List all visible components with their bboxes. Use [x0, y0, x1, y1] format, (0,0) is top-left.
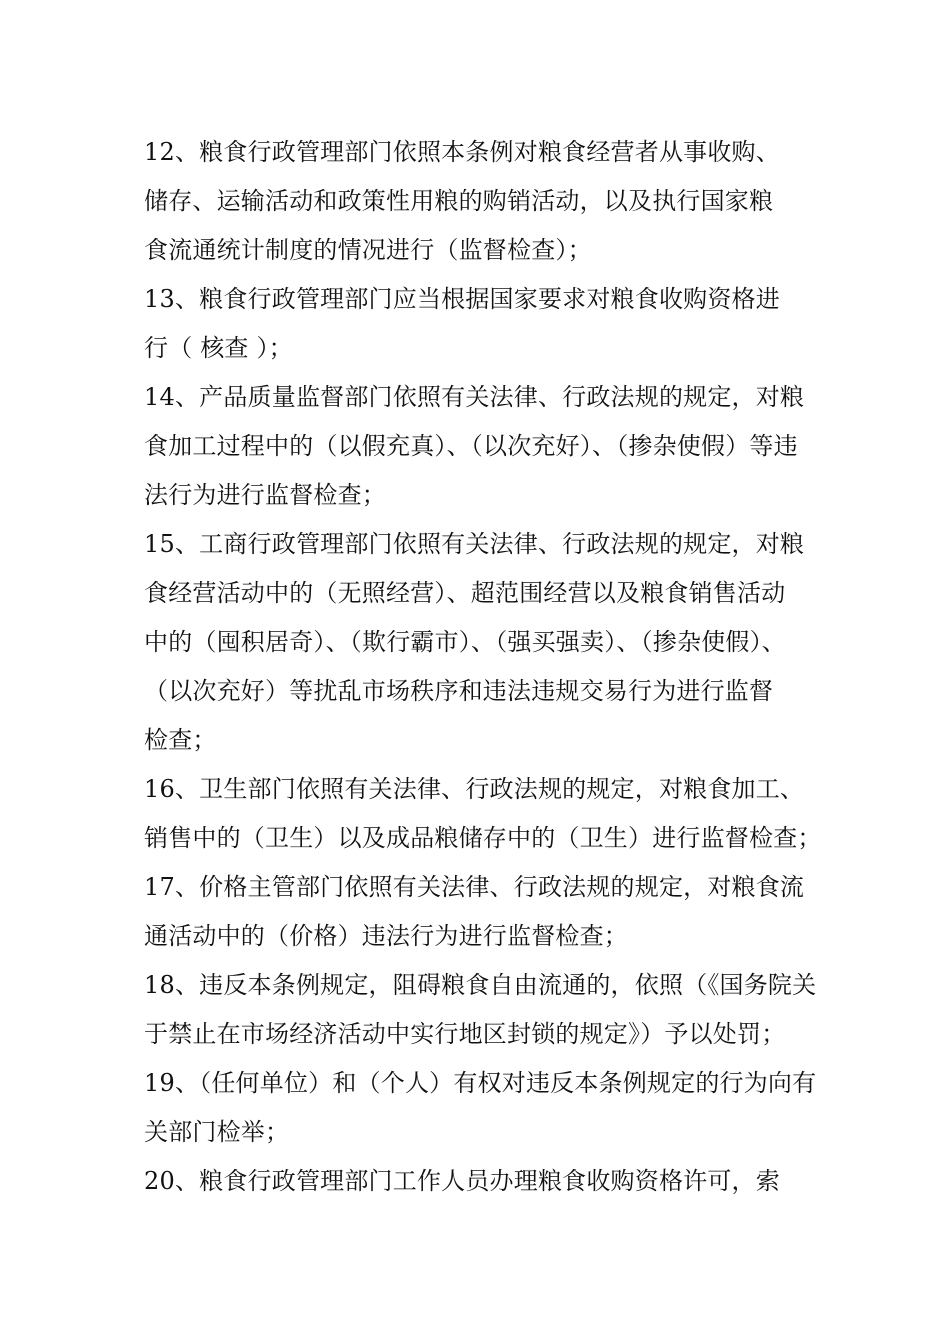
text-line: 16、卫生部门依照有关法律、行政法规的规定，对粮食加工、 [144, 775, 805, 803]
text-line: 储存、运输活动和政策性用粮的购销活动，以及执行国家粮 [144, 187, 774, 215]
text-line: 中的（囤积居奇）、（欺行霸市）、（强买强卖）、（掺杂使假）、 [144, 628, 786, 656]
text-line: 销售中的（卫生）以及成品粮储存中的（卫生）进行监督检查； [144, 824, 822, 852]
text-line: 于禁止在市场经济活动中实行地区封锁的规定》）予以处罚； [144, 1020, 786, 1048]
text-line: 关部门检举； [144, 1118, 290, 1146]
text-line: 检查； [144, 726, 217, 754]
text-line: 食经营活动中的（无照经营）、超范围经营以及粮食销售活动 [144, 579, 786, 607]
text-line: 行（ 核查 ）； [144, 334, 293, 362]
text-line: 17、价格主管部门依照有关法律、行政法规的规定，对粮食流 [144, 873, 805, 901]
text-line: 法行为进行监督检查； [144, 481, 386, 509]
text-line: 食流通统计制度的情况进行（监督检查）； [144, 236, 592, 264]
text-line: 18、违反本条例规定，阻碍粮食自由流通的，依照（《国务院关 [144, 971, 817, 999]
text-line: 食加工过程中的（以假充真）、（以次充好）、（掺杂使假）等违 [144, 432, 798, 460]
text-line: 通活动中的（价格）违法行为进行监督检查； [144, 922, 628, 950]
text-line: 15、工商行政管理部门依照有关法律、行政法规的规定，对粮 [144, 530, 805, 558]
text-line: 20、粮食行政管理部门工作人员办理粮食收购资格许可，索 [144, 1167, 780, 1195]
text-line: 12、粮食行政管理部门依照本条例对粮食经营者从事收购、 [144, 138, 780, 166]
text-line: （以次充好）等扰乱市场秩序和违法违规交易行为进行监督 [144, 677, 774, 705]
document-body [144, 128, 824, 1206]
text-line: 19、（任何单位）和（个人）有权对违反本条例规定的行为向有 [144, 1069, 817, 1097]
text-line: 14、产品质量监督部门依照有关法律、行政法规的规定，对粮 [144, 383, 805, 411]
text-line: 13、粮食行政管理部门应当根据国家要求对粮食收购资格进 [144, 285, 780, 313]
